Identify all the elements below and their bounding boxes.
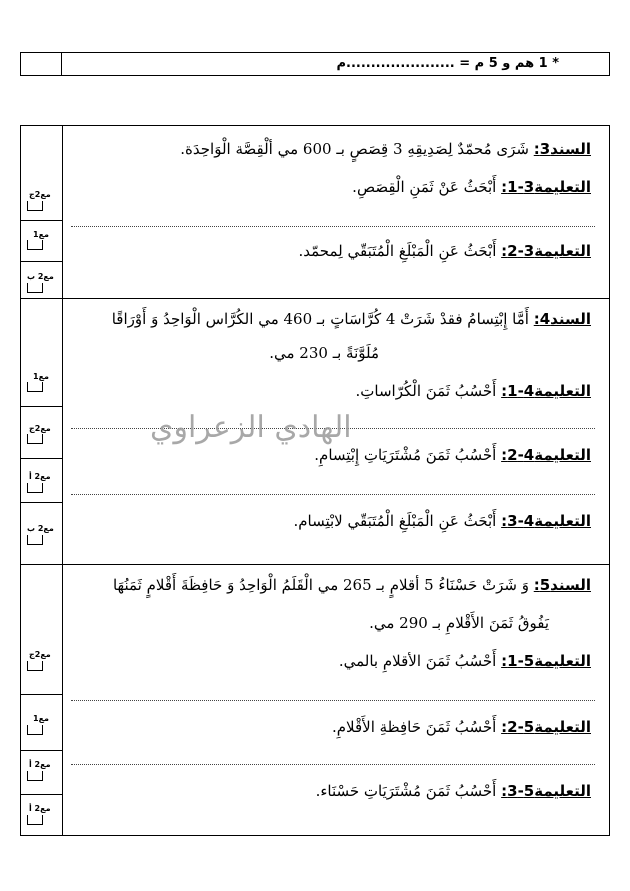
criterion-box[interactable] [27,382,43,392]
criterion-tag: مع2 أ [29,472,51,481]
sanad-5-statement: السند5: وَ شَرَتْ حَسْنَاءُ 5 أقلامٍ بـ 265 مي الْقَلَمُ الْوَاحِدُ وَ حَافِظَةَ أَقْلامٍ ثَمَنُهَا [112,576,591,594]
section-sanad-3 [21,126,609,298]
answer-line[interactable] [71,494,595,495]
task-5-1: التعليمة5-1: أَحْسُبُ ثَمَنَ الأقلامِ بالمي. [338,652,591,670]
criterion-tag: مع2ج [29,424,51,433]
criterion-box[interactable] [27,483,43,493]
sanad-4-statement-cont: مُلَوَّنَةً بـ 230 مي. [269,344,379,362]
conversion-exercise: * 1 هم و 5 م = ......................م [336,56,559,71]
section-sanad-5 [21,564,609,837]
sanad-4-statement: السند4: أَمَّا إِبْتِسامُ فقدْ شَرَتْ 4 كُرَّاسَاتٍ بـ 460 مي الكُرَّاس الْوَاحِدُ وَ أَوْرَاقًا [111,310,591,328]
tag-divider [21,794,62,795]
exercise-table [20,125,610,836]
criterion-tag: مع1 [33,230,49,239]
tag-divider [21,750,62,751]
conversion-row [20,52,610,76]
criterion-box[interactable] [27,535,43,545]
task-4-2: التعليمة4-2: أَحْسُبُ ثَمَنَ مُشْتَرَيَاتِ إِبْتِسامِ. [314,446,591,464]
author-watermark: الهادي الزعراوي [150,410,352,445]
task-3-2: التعليمة3-2: أَبْحَثُ عَنِ الْمَبْلَغِ الْمُتَبَقّي لِمحمّد. [298,242,591,260]
criterion-box[interactable] [27,201,43,211]
tag-divider [21,694,62,695]
criterion-box[interactable] [27,815,43,825]
answer-line[interactable] [71,700,595,701]
criterion-tag: مع2 أ [29,760,51,769]
answer-line[interactable] [71,226,595,227]
tag-divider [21,220,62,221]
task-4-1: التعليمة4-1: أَحْسُبُ ثَمَنَ الْكُرّاساتِ. [355,382,591,400]
tag-divider [21,261,62,262]
sanad-5-statement-cont: يَفُوقُ ثَمَنَ الأَقْلامِ بـ 290 مي. [369,614,549,632]
tag-divider [21,406,62,407]
criterion-tag: مع2 ب [27,524,54,533]
criterion-box[interactable] [27,725,43,735]
task-4-3: التعليمة4-3: أَبْحَثُ عَنِ الْمَبْلَغِ الْمُتَبَقّي لابْتِسام. [293,512,591,530]
criterion-box[interactable] [27,434,43,444]
criterion-box[interactable] [27,771,43,781]
criterion-box[interactable] [27,240,43,250]
answer-line[interactable] [71,764,595,765]
task-5-2: التعليمة5-2: أَحْسُبُ ثَمَنَ حَافِظةِ الأَقْلامِ. [331,718,591,736]
criterion-tag: مع2ج [29,650,51,659]
criterion-tag: مع1 [33,714,49,723]
criterion-box[interactable] [27,283,43,293]
criterion-tag: مع2 ب [27,272,54,281]
criterion-tag: مع1 [33,372,49,381]
task-3-1: التعليمة3-1: أَبْحَثُ عَنْ ثَمَنِ الْقِصَصِ. [352,178,591,196]
score-cell [21,53,62,75]
task-5-3: التعليمة5-3: أَحْسُبُ ثَمَنَ مُشْتَرَيَاتِ حَسْنَاء. [315,782,591,800]
sanad-3-statement: السند3: شَرَى مُحمّدٌ لِصَدِيقِهِ 3 قِصَصٍ بـ 600 مي ألْقِصَّة الْوَاحِدَة. [180,140,591,158]
criterion-box[interactable] [27,661,43,671]
criterion-tag: مع2 أ [29,804,51,813]
tag-divider [21,458,62,459]
tag-divider [21,502,62,503]
criterion-tag: مع2ج [29,190,51,199]
